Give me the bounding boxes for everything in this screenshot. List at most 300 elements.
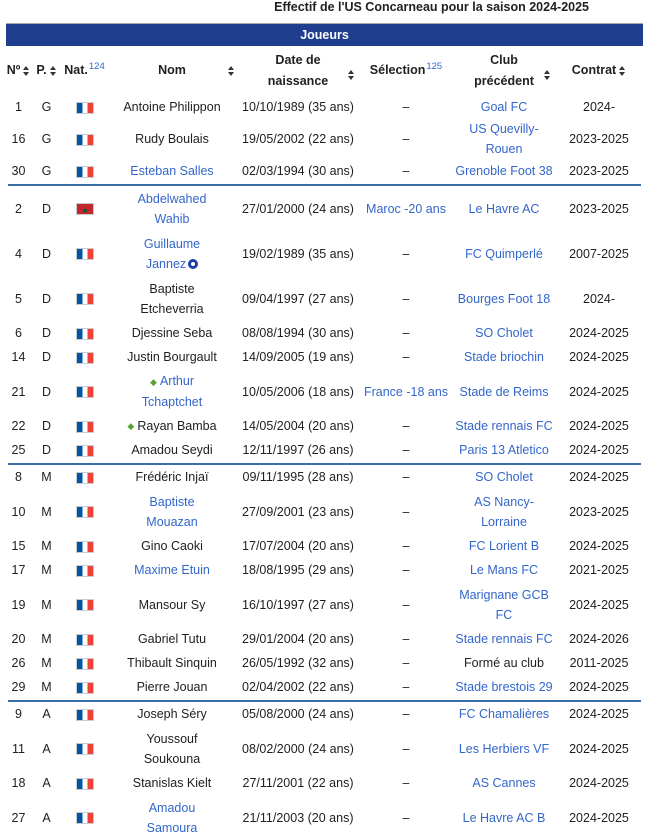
player-selection-cell xyxy=(359,558,453,582)
france-flag-icon[interactable] xyxy=(76,352,94,364)
player-contract: 2024-2025 xyxy=(569,443,629,457)
france-flag-icon[interactable] xyxy=(76,421,94,433)
player-previous-club-cell xyxy=(453,771,555,795)
col-header-nationality-label: Nat. xyxy=(64,63,88,77)
player-position: M xyxy=(41,470,52,484)
france-flag-icon[interactable] xyxy=(76,709,94,721)
table-row xyxy=(6,558,643,582)
player-selection-cell xyxy=(359,276,453,321)
player-name-cell xyxy=(107,726,237,771)
player-selection-cell xyxy=(359,465,453,489)
player-previous-club-cell xyxy=(453,726,555,771)
player-selection: – xyxy=(402,810,410,825)
player-nationality-cell xyxy=(62,726,107,771)
player-previous-club[interactable]: US Quevilly-Rouen xyxy=(469,122,539,156)
player-position-cell xyxy=(31,414,62,438)
player-number: 17 xyxy=(11,563,26,577)
player-birthdate-cell xyxy=(237,675,359,699)
player-birthdate-cell xyxy=(237,95,359,119)
player-position-cell xyxy=(31,321,62,345)
player-previous-club[interactable]: AS Cannes xyxy=(472,776,536,790)
player-number-cell xyxy=(6,186,31,231)
player-number-cell xyxy=(6,321,31,345)
player-selection-cell xyxy=(359,702,453,726)
player-previous-club[interactable]: Les Herbiers VF xyxy=(458,741,550,756)
col-header-previous-club[interactable] xyxy=(453,46,555,95)
player-name: Rayan Bamba xyxy=(137,418,217,433)
player-selection-cell xyxy=(359,119,453,159)
player-number: 10 xyxy=(11,504,26,519)
player-birthdate: 19/02/1989 (35 ans) xyxy=(242,246,354,261)
table-row xyxy=(6,771,643,795)
player-name: Rudy Boulais xyxy=(135,132,209,146)
player-name-cell xyxy=(107,795,237,840)
france-flag-icon[interactable] xyxy=(76,658,94,670)
france-flag-icon[interactable] xyxy=(76,541,94,553)
player-birthdate: 27/09/2001 (23 ans) xyxy=(242,504,354,519)
player-position: M xyxy=(41,563,52,577)
player-number: 20 xyxy=(11,632,26,646)
player-position: D xyxy=(41,291,52,306)
france-flag-icon[interactable] xyxy=(76,445,94,457)
player-selection: – xyxy=(402,563,410,577)
player-birthdate: 14/05/2004 (20 ans) xyxy=(242,419,354,433)
player-birthdate: 08/08/1994 (30 ans) xyxy=(242,326,354,340)
player-name-cell xyxy=(107,159,237,183)
player-number-cell xyxy=(6,465,31,489)
player-selection: – xyxy=(402,100,410,114)
player-name[interactable]: Abdelwahed Wahib xyxy=(137,191,207,226)
player-number-cell xyxy=(6,159,31,183)
sort-icon[interactable] xyxy=(228,66,235,76)
player-position: D xyxy=(41,443,52,457)
player-birthdate-cell xyxy=(237,159,359,183)
france-flag-icon[interactable] xyxy=(76,248,94,260)
player-selection: – xyxy=(402,419,410,433)
player-number: 4 xyxy=(15,246,22,261)
player-contract: 2024-2025 xyxy=(569,707,629,721)
table-row xyxy=(6,627,643,651)
player-number-cell xyxy=(6,771,31,795)
player-position: A xyxy=(42,741,51,756)
player-birthdate: 10/05/2006 (18 ans) xyxy=(242,384,354,399)
player-birthdate-cell xyxy=(237,771,359,795)
player-contract-cell xyxy=(555,276,643,321)
player-selection-cell xyxy=(359,771,453,795)
player-selection: – xyxy=(402,291,410,306)
france-flag-icon[interactable] xyxy=(76,328,94,340)
player-position-cell xyxy=(31,186,62,231)
col-header-contract[interactable] xyxy=(555,46,643,95)
player-nationality-cell xyxy=(62,95,107,119)
player-name-cell xyxy=(107,276,237,321)
player-name: Joseph Séry xyxy=(137,707,207,721)
table-row xyxy=(6,231,643,276)
player-nationality-cell xyxy=(62,795,107,840)
group-header-label: Joueurs xyxy=(6,24,643,47)
player-birthdate-cell xyxy=(237,702,359,726)
player-name-cell xyxy=(107,438,237,462)
col-header-name-label: Nom xyxy=(158,63,186,77)
player-previous-club: Formé au club xyxy=(464,656,544,670)
player-position: D xyxy=(41,350,52,364)
france-flag-icon[interactable] xyxy=(76,599,94,611)
player-name[interactable]: Amadou Samoura xyxy=(146,800,198,835)
player-selection: – xyxy=(402,597,410,612)
player-position-cell xyxy=(31,771,62,795)
player-selection[interactable]: France -18 ans xyxy=(363,384,449,399)
player-previous-club[interactable]: Grenoble Foot 38 xyxy=(455,164,553,178)
player-nationality-cell xyxy=(62,627,107,651)
player-number: 2 xyxy=(15,201,22,216)
player-name: Antoine Philippon xyxy=(123,100,221,114)
col-header-contract-label: Contrat xyxy=(571,63,617,77)
player-name-cell xyxy=(107,119,237,159)
player-previous-club[interactable]: FC Lorient B xyxy=(468,539,540,553)
table-row xyxy=(6,702,643,726)
player-birthdate: 09/11/1995 (28 ans) xyxy=(242,470,354,484)
player-birthdate: 27/01/2000 (24 ans) xyxy=(242,201,354,216)
player-selection-cell xyxy=(359,321,453,345)
player-number: 15 xyxy=(11,539,26,553)
player-name-cell xyxy=(107,95,237,119)
player-contract: 2024-2025 xyxy=(569,741,629,756)
player-previous-club[interactable]: Bourges Foot 18 xyxy=(457,291,551,306)
player-nationality-cell xyxy=(62,675,107,699)
player-birthdate: 10/10/1989 (35 ans) xyxy=(242,100,354,114)
player-number-cell xyxy=(6,627,31,651)
player-previous-club-cell xyxy=(453,321,555,345)
player-birthdate-cell xyxy=(237,726,359,771)
player-contract: 2023-2025 xyxy=(569,201,629,216)
player-previous-club[interactable]: Le Havre AC xyxy=(468,201,540,216)
player-birthdate: 16/10/1997 (27 ans) xyxy=(242,597,354,612)
player-name[interactable]: Guillaume Jannez xyxy=(143,236,201,271)
player-birthdate: 14/09/2005 (19 ans) xyxy=(242,350,354,364)
france-flag-icon[interactable] xyxy=(76,634,94,646)
morocco-flag-icon[interactable] xyxy=(76,203,94,215)
player-number: 16 xyxy=(11,132,26,146)
player-position: M xyxy=(41,680,52,694)
player-birthdate-cell xyxy=(237,276,359,321)
player-contract-cell xyxy=(555,465,643,489)
player-birthdate-cell xyxy=(237,651,359,675)
player-previous-club[interactable]: FC Quimperlé xyxy=(465,246,543,261)
france-flag-icon[interactable] xyxy=(76,166,94,178)
player-contract-cell xyxy=(555,702,643,726)
player-birthdate-cell xyxy=(237,186,359,231)
player-contract-cell xyxy=(555,582,643,627)
player-name: Mansour Sy xyxy=(138,597,206,612)
player-position: G xyxy=(41,164,52,178)
player-name-cell xyxy=(107,321,237,345)
player-previous-club-cell xyxy=(453,558,555,582)
player-nationality-cell xyxy=(62,414,107,438)
player-birthdate: 05/08/2000 (24 ans) xyxy=(242,707,354,721)
player-nationality-cell xyxy=(62,345,107,369)
player-number-cell xyxy=(6,558,31,582)
table-row xyxy=(6,465,643,489)
player-previous-club[interactable]: Stade brestois 29 xyxy=(455,680,553,694)
player-contract-cell xyxy=(555,369,643,414)
player-birthdate: 21/11/2003 (20 ans) xyxy=(242,810,354,825)
player-contract: 2024-2025 xyxy=(569,384,629,399)
player-contract: 2024-2025 xyxy=(569,776,629,790)
player-previous-club-cell xyxy=(453,651,555,675)
player-previous-club[interactable]: Le Havre AC B xyxy=(462,810,546,825)
player-previous-club[interactable]: SO Cholet xyxy=(475,326,533,340)
player-birthdate: 08/02/2000 (24 ans) xyxy=(242,741,354,756)
player-name-cell xyxy=(107,558,237,582)
col-header-birthdate[interactable] xyxy=(237,46,359,95)
table-row xyxy=(6,321,643,345)
player-number-cell xyxy=(6,534,31,558)
sort-icon[interactable] xyxy=(348,70,355,80)
player-selection: – xyxy=(402,504,410,519)
player-nationality-cell xyxy=(62,582,107,627)
player-nationality-cell xyxy=(62,534,107,558)
player-contract-cell xyxy=(555,231,643,276)
player-number-cell xyxy=(6,651,31,675)
player-nationality-cell xyxy=(62,276,107,321)
player-position: D xyxy=(41,419,52,433)
player-selection: – xyxy=(402,680,410,694)
france-flag-icon[interactable] xyxy=(76,102,94,114)
france-flag-icon[interactable] xyxy=(76,293,94,305)
player-birthdate: 09/04/1997 (27 ans) xyxy=(242,291,354,306)
player-birthdate: 19/05/2002 (22 ans) xyxy=(242,132,354,146)
col-header-selection-label: Sélection xyxy=(369,63,426,77)
france-flag-icon[interactable] xyxy=(76,134,94,146)
player-number: 27 xyxy=(11,810,26,825)
france-flag-icon[interactable] xyxy=(76,386,94,398)
player-name-cell xyxy=(107,627,237,651)
player-contract-cell xyxy=(555,651,643,675)
player-position-cell xyxy=(31,489,62,534)
player-name-cell xyxy=(107,414,237,438)
player-name: Thibault Sinquin xyxy=(127,656,217,670)
player-number: 22 xyxy=(11,419,26,433)
player-name-cell xyxy=(107,534,237,558)
player-previous-club-cell xyxy=(453,345,555,369)
col-header-position[interactable] xyxy=(31,46,62,95)
player-previous-club[interactable]: Stade rennais FC xyxy=(455,419,553,433)
player-nationality-cell xyxy=(62,159,107,183)
player-name: Gino Caoki xyxy=(141,539,203,553)
player-position: A xyxy=(42,810,51,825)
player-previous-club-cell xyxy=(453,582,555,627)
roster-table xyxy=(6,23,643,840)
player-selection-cell xyxy=(359,369,453,414)
player-selection: – xyxy=(402,350,410,364)
player-name-cell xyxy=(107,186,237,231)
player-previous-club-cell xyxy=(453,231,555,276)
player-name: Frédéric Injaï xyxy=(135,470,209,484)
col-header-birthdate-label: Date de naissance xyxy=(267,52,329,88)
player-birthdate-cell xyxy=(237,795,359,840)
player-number: 26 xyxy=(11,656,26,670)
player-previous-club[interactable]: Paris 13 Atletico xyxy=(459,443,549,457)
player-birthdate: 02/04/2002 (22 ans) xyxy=(242,680,354,694)
player-selection-cell xyxy=(359,582,453,627)
player-number: 6 xyxy=(15,326,22,340)
player-birthdate-cell xyxy=(237,489,359,534)
player-position: G xyxy=(41,132,52,146)
player-birthdate: 27/11/2001 (22 ans) xyxy=(242,776,354,790)
player-previous-club[interactable]: Marignane GCB FC xyxy=(459,587,549,622)
player-contract: 2021-2025 xyxy=(569,563,629,577)
player-contract: 2024-2025 xyxy=(569,470,629,484)
player-selection-cell xyxy=(359,726,453,771)
player-number-cell xyxy=(6,276,31,321)
player-contract-cell xyxy=(555,726,643,771)
table-row xyxy=(6,276,643,321)
player-selection-cell xyxy=(359,795,453,840)
player-position-cell xyxy=(31,231,62,276)
player-previous-club-cell xyxy=(453,119,555,159)
player-previous-club-cell xyxy=(453,489,555,534)
player-previous-club-cell xyxy=(453,369,555,414)
player-contract-cell xyxy=(555,795,643,840)
player-name-cell xyxy=(107,465,237,489)
player-number: 21 xyxy=(11,384,26,399)
player-name[interactable]: Arthur Tchaptchet xyxy=(141,374,203,409)
player-contract: 2023-2025 xyxy=(569,132,629,146)
column-header-row xyxy=(6,46,643,95)
player-selection-cell xyxy=(359,651,453,675)
col-header-name[interactable] xyxy=(107,46,237,95)
player-previous-club[interactable]: Stade briochin xyxy=(464,350,544,364)
player-name: Youssouf Soukouna xyxy=(143,731,201,766)
player-position: A xyxy=(42,776,51,790)
player-previous-club[interactable]: Le Mans FC xyxy=(469,563,539,577)
player-selection-cell xyxy=(359,345,453,369)
player-number-cell xyxy=(6,795,31,840)
france-flag-icon[interactable] xyxy=(76,506,94,518)
france-flag-icon[interactable] xyxy=(76,565,94,577)
player-position-cell xyxy=(31,276,62,321)
player-position-cell xyxy=(31,627,62,651)
player-selection: – xyxy=(402,741,410,756)
france-flag-icon[interactable] xyxy=(76,743,94,755)
player-birthdate: 17/07/2004 (20 ans) xyxy=(242,539,354,553)
player-name-cell xyxy=(107,582,237,627)
player-number-cell xyxy=(6,369,31,414)
player-name[interactable]: Maxime Etuin xyxy=(134,563,210,577)
player-previous-club[interactable]: Stade rennais FC xyxy=(455,632,553,646)
col-header-nationality[interactable]: Nat. 124 xyxy=(62,46,107,95)
player-contract-cell xyxy=(555,558,643,582)
player-nationality-cell xyxy=(62,465,107,489)
player-nationality-cell xyxy=(62,119,107,159)
france-flag-icon[interactable] xyxy=(76,682,94,694)
player-previous-club[interactable]: AS Nancy-Lorraine xyxy=(474,494,534,529)
player-number-cell xyxy=(6,582,31,627)
france-flag-icon[interactable] xyxy=(76,778,94,790)
player-name-cell xyxy=(107,702,237,726)
player-previous-club[interactable]: SO Cholet xyxy=(475,470,533,484)
player-number-cell xyxy=(6,675,31,699)
player-previous-club[interactable]: Stade de Reims xyxy=(459,384,549,399)
player-contract: 2024-2025 xyxy=(569,680,629,694)
sort-icon[interactable] xyxy=(544,70,551,80)
table-row xyxy=(6,582,643,627)
player-nationality-cell xyxy=(62,438,107,462)
player-selection: – xyxy=(402,707,410,721)
france-flag-icon[interactable] xyxy=(76,472,94,484)
player-selection-cell xyxy=(359,438,453,462)
player-contract: 2024- xyxy=(583,100,615,114)
player-contract-cell xyxy=(555,771,643,795)
player-contract-cell xyxy=(555,345,643,369)
table-row xyxy=(6,489,643,534)
player-previous-club-cell xyxy=(453,465,555,489)
player-position-cell xyxy=(31,159,62,183)
player-number-cell xyxy=(6,414,31,438)
player-number: 14 xyxy=(11,350,26,364)
player-selection[interactable]: Maroc -20 ans xyxy=(366,201,446,216)
player-previous-club-cell xyxy=(453,414,555,438)
table-row xyxy=(6,414,643,438)
player-birthdate: 26/05/1992 (32 ans) xyxy=(242,656,354,670)
table-caption: Effectif de l'US Concarneau pour la saison 2024-2025 xyxy=(274,0,589,14)
player-selection: – xyxy=(402,164,410,178)
france-flag-icon[interactable] xyxy=(76,812,94,824)
player-selection: – xyxy=(402,326,410,340)
sort-icon[interactable] xyxy=(50,66,57,76)
player-position-cell xyxy=(31,702,62,726)
player-name: Djessine Seba xyxy=(131,326,213,340)
player-number: 25 xyxy=(11,443,26,457)
player-selection: – xyxy=(402,470,410,484)
player-selection: – xyxy=(402,632,410,646)
player-previous-club-cell xyxy=(453,438,555,462)
player-name[interactable]: Baptiste Mouazan xyxy=(146,494,198,529)
player-number-cell xyxy=(6,231,31,276)
player-contract-cell xyxy=(555,675,643,699)
player-selection-cell xyxy=(359,231,453,276)
player-number: 30 xyxy=(11,164,26,178)
player-nationality-cell xyxy=(62,489,107,534)
col-header-selection[interactable]: Sélection 125 xyxy=(359,46,453,95)
player-birthdate-cell xyxy=(237,534,359,558)
player-contract-cell xyxy=(555,627,643,651)
player-position-cell xyxy=(31,438,62,462)
player-previous-club[interactable]: Goal FC xyxy=(480,100,528,114)
player-position-cell xyxy=(31,465,62,489)
player-birthdate: 29/01/2004 (20 ans) xyxy=(242,632,354,646)
player-name-cell xyxy=(107,231,237,276)
col-header-number[interactable] xyxy=(6,46,31,95)
player-contract-cell xyxy=(555,159,643,183)
roster-body xyxy=(6,95,643,840)
player-previous-club[interactable]: FC Chamalières xyxy=(458,707,550,721)
player-selection-cell xyxy=(359,186,453,231)
player-number-cell xyxy=(6,345,31,369)
player-nationality-cell xyxy=(62,702,107,726)
player-contract-cell xyxy=(555,321,643,345)
player-contract: 2024-2025 xyxy=(569,326,629,340)
player-contract: 2007-2025 xyxy=(569,246,629,261)
player-contract-cell xyxy=(555,438,643,462)
player-contract-cell xyxy=(555,414,643,438)
player-number: 8 xyxy=(15,470,22,484)
sort-icon[interactable] xyxy=(619,66,626,76)
player-name[interactable]: Esteban Salles xyxy=(130,164,214,178)
table-row xyxy=(6,795,643,840)
sort-icon[interactable] xyxy=(23,66,30,76)
player-previous-club-cell xyxy=(453,702,555,726)
